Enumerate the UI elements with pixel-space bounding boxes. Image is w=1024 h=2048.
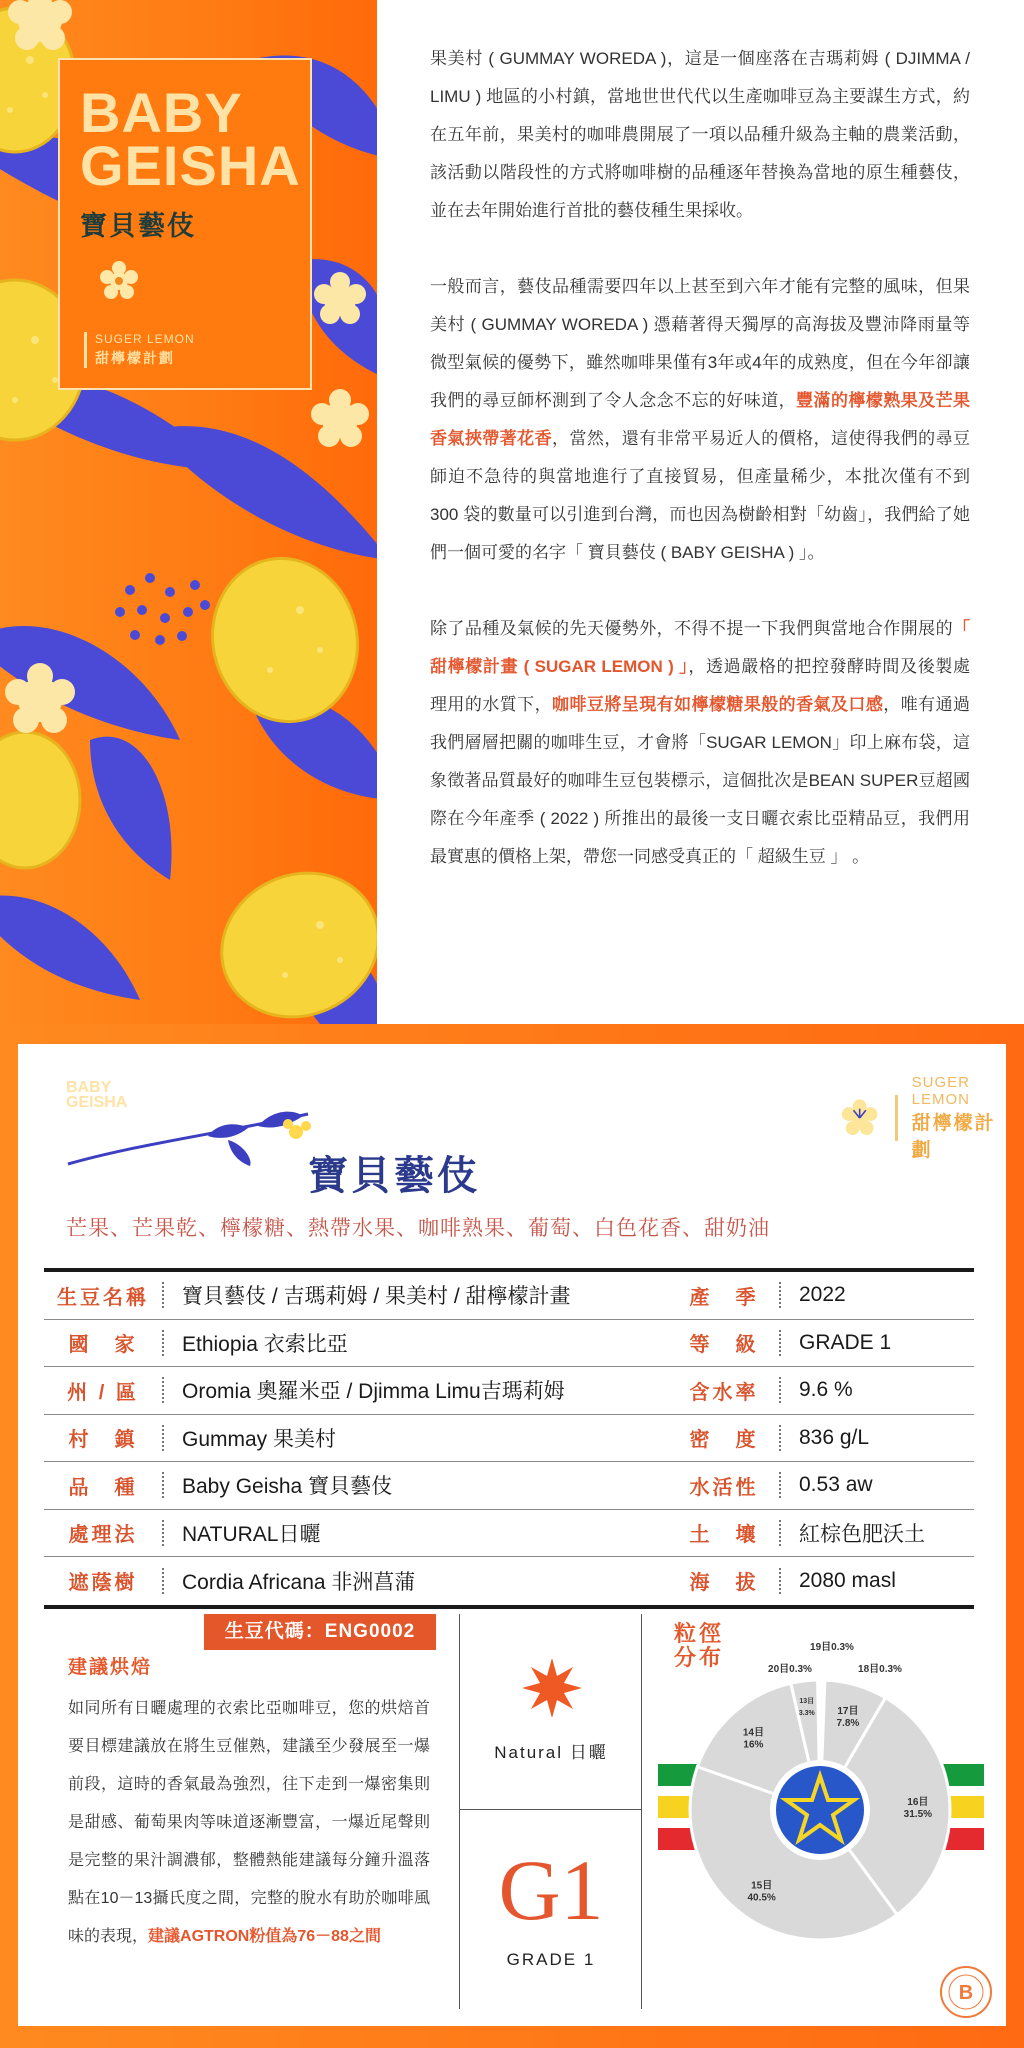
spec-row [44,1557,974,1605]
roast-agtron-highlight: 建議AGTRON粉值為76－88之間 [148,1928,381,1945]
bean-size-panel [642,1614,998,2009]
grade-big: G1 [498,1842,604,1938]
spec-value-right: 0.53 aw [799,1473,873,1497]
intro-paragraph-2 [430,268,970,572]
spec-row [44,1320,974,1368]
spec-key: 處理法 [68,1524,138,1547]
bean-code-badge: 生豆代碼：ENG0002 [204,1614,436,1650]
flavor-notes: 芒果、芒果乾、檸檬糖、熱帶水果、咖啡熟果、葡萄、白色花香、甜奶油 [66,1217,770,1240]
bean-super-stamp-icon [938,1964,994,2020]
donut-slice-label: 17目 7.8% [836,1705,860,1729]
grade-cell [460,1810,642,2009]
sun-star-icon [522,1658,582,1718]
spec-value: NATURAL日曬 [182,1522,321,1546]
spec-key: 品 種 [68,1476,138,1499]
intro-p2-text: 一般而言，藝伎品種需要四年以上甚至到六年才能有完整的風味，但果美村 ( GUMMAY WOREDA ) 憑藉著得天獨厚的高海拔及豐沛降雨量等微型氣候的優勢下，雖然咖啡果僅有3年或4年的成熟度，但在今年卻讓我們的尋豆師杯測到了令人念念不忘的好味道， [430,277,970,410]
roast-body [68,1690,430,1956]
dotted-divider [779,1282,781,1308]
donut-slice-label: 15目 40.5% [747,1880,776,1904]
dotted-divider [779,1520,781,1546]
lemon-illustration [0,0,377,1024]
intro-p3-text-end: ，唯有通過我們層層把關的咖啡生豆，才會將「SUGAR LEMON」印上麻布袋，這象徵著品質最好的咖啡生豆包裝標示，這個批次是BEAN SUPER豆超國際在今年產季 ( 2022 ) 所推出的最後一支日曬衣索比亞精品豆，我們用最實惠的價格上架，帶您一同感受真正的「 超級生豆 」 。 [430,695,971,866]
dotted-divider [162,1425,164,1451]
donut-slice-label: 16目 31.5% [903,1796,933,1820]
dotted-divider [779,1472,781,1498]
intro-paragraph-1: 果美村 ( GUMMAY WOREDA )，這是一個座落在吉瑪莉姆 ( DJIMMA / LIMU ) 地區的小村鎮，當地世世代代以生產咖啡豆為主要謀生方式，約在五年前，果美村的咖啡農開展了一項以品種升級為主軸的農業活動，該活動以階段性的方式將咖啡樹的品種逐年替換為當地的原生種藝伎，並在去年開始進行首批的藝伎種生果採收。 [430,49,970,220]
spec-key-right: 含水率 [689,1381,759,1404]
donut-slice-label: 13目 3.3% [798,1697,815,1717]
intro-text [430,40,970,914]
donut-slice-label: 19目0.3% [810,1642,854,1653]
branch-icon [58,1104,318,1174]
intro-p2-highlight: 豐滿的檸檬熟果及芒果香氣挾帶著花香 [430,391,971,448]
size-distribution-title: 粒徑分布 [674,1621,725,1670]
process-grade-panel [460,1614,642,2009]
card-title-zh: 寶貝藝伎 [308,1154,480,1198]
spec-key-right: 海 拔 [689,1572,759,1595]
dotted-divider [779,1568,781,1594]
intro-p2-text-end: ，當然，還有非常平易近人的價格，這使得我們的尋豆師迫不急待的與當地進行了直接貿易，但產量稀少，本批次僅有不到 300 袋的數量可以引進到台灣，而也因為樹齡相對「幼齒」，我們給了她們一個可愛的名字「 寶貝藝伎 ( BABY GEISHA ) 」。 [430,429,971,562]
spec-value-right: 2022 [799,1283,846,1307]
dotted-divider [162,1568,164,1594]
spec-value: Gummay 果美村 [182,1427,337,1451]
brand-line-2: GEISHA [80,134,301,198]
lemon-flower-icon [838,1093,881,1143]
dotted-divider [162,1330,164,1356]
roast-suggestion-panel [44,1614,460,2009]
spec-row [44,1510,974,1558]
spec-key-right: 水活性 [689,1476,759,1499]
card-brand-line-2: GEISHA [66,1094,128,1112]
spec-value: Baby Geisha 寶貝藝伎 [182,1475,393,1499]
grade-label: GRADE 1 [506,1950,596,1969]
project-name-en: SUGER LEMON [95,332,195,346]
brand-logo [80,81,301,198]
donut-slice-label: 18目0.3% [858,1664,902,1675]
spec-key-right: 產 季 [689,1286,759,1309]
size-donut-chart [642,1614,998,2009]
spec-key: 遮蔭樹 [68,1572,138,1595]
product-label [58,58,312,390]
spec-value: 寶貝藝伎 / 吉瑪莉姆 / 果美村 / 甜檸檬計畫 [182,1285,571,1309]
spec-row [44,1272,974,1320]
spec-key-right: 土 壤 [689,1524,759,1547]
dotted-divider [162,1377,164,1403]
spec-key-right: 密 度 [689,1429,759,1452]
dotted-divider [779,1330,781,1356]
flower-icon [96,258,142,304]
spec-key: 州 / 區 [67,1381,139,1404]
card-project-zh: 甜檸檬計劃 [911,1113,996,1161]
card-brand-line-1: BABY [66,1079,112,1096]
dotted-divider [779,1425,781,1451]
spec-value-right: 9.6 % [799,1378,853,1402]
intro-p3-project-highlight: 「 甜檸檬計畫 ( SUGAR LEMON ) 」 [430,619,970,676]
spec-row [44,1415,974,1463]
dotted-divider [162,1282,164,1308]
dotted-divider [779,1377,781,1403]
spec-row [44,1462,974,1510]
spec-row [44,1367,974,1415]
spec-value-right: 紅棕色肥沃土 [799,1522,925,1546]
intro-paragraph-3 [430,610,970,876]
spec-value: Oromia 奧羅米亞 / Djimma Limu吉瑪莉姆 [182,1380,565,1404]
svg-text:B: B [958,1982,974,2004]
spec-table [44,1268,974,1609]
process-label: Natural 日曬 [494,1743,608,1762]
card-project-en: SUGER LEMON [911,1074,971,1108]
intro-p3-text: 除了品種及氣候的先天優勢外，不得不提一下我們與當地合作開展的 [430,619,953,638]
dotted-divider [162,1520,164,1546]
spec-value-right: GRADE 1 [799,1330,892,1354]
donut-slice-label: 14目 16% [742,1727,764,1751]
process-cell [460,1614,642,1810]
brand-line-1: BABY [80,81,243,144]
spec-value-right: 2080 masl [799,1568,896,1592]
spec-key: 生豆名稱 [57,1286,149,1309]
brand-name-zh: 寶貝藝伎 [80,211,196,242]
project-tag [84,332,195,368]
intro-p3-text-mid: ，透過嚴格的把控發酵時間及後製處理用的水質下， [430,657,971,714]
card-project-tag [838,1074,1006,1162]
spec-key: 村 鎮 [68,1429,138,1452]
spec-value: Ethiopia 衣索比亞 [182,1332,348,1356]
spec-card [18,1044,1006,2026]
spec-value-right: 836 g/L [799,1425,870,1449]
project-name-zh: 甜檸檬計劃 [95,350,175,366]
spec-key: 國 家 [68,1334,138,1357]
intro-p3-flavor-highlight: 咖啡豆將呈現有如檸檬糖果般的香氣及口感 [552,695,884,714]
dotted-divider [162,1472,164,1498]
spec-key-right: 等 級 [689,1334,759,1357]
roast-title: 建議烘焙 [68,1657,153,1678]
roast-body-text: 如同所有日曬處理的衣索比亞咖啡豆，您的烘焙首要目標建議放在將生豆催熟，建議至少發展至一爆前段，這時的香氣最為強烈，往下走到一爆密集則是甜感、葡萄果肉等味道逐漸豐富，一爆近尾聲則是完整的果汁調濃郁，整體熱能建議每分鐘升溫落點在10－13攝氏度之間，完整的脫水有助於咖啡風味的表現， [68,1700,430,1945]
spec-value: Cordia Africana 非洲菖蒲 [182,1570,416,1594]
donut-slice-label: 20目0.3% [768,1664,812,1675]
divider [895,1095,897,1141]
